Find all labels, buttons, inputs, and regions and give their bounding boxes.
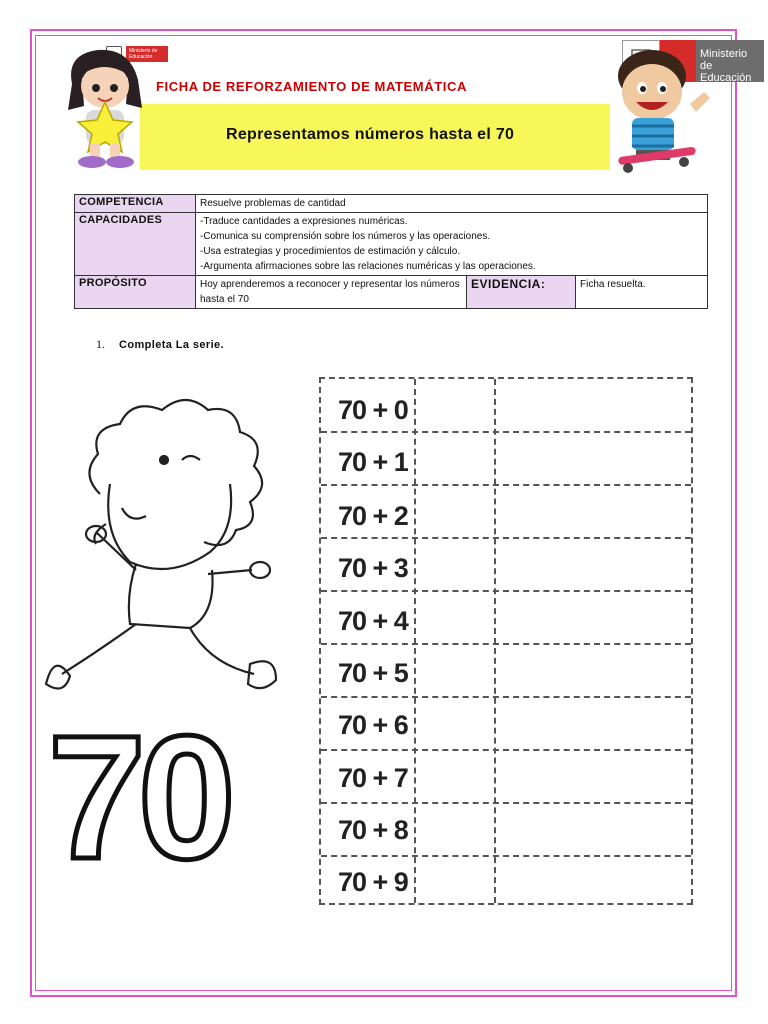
big-number-text: 70 [48,720,228,870]
series-item: 70 + 4 [338,606,408,636]
ministry-logo-small-text: Ministerio de Educación [126,46,168,62]
evidencia-label: EVIDENCIA: [467,276,576,309]
question-number: 1. [96,337,105,351]
grid-row-divider [321,643,691,645]
question-1 [96,337,224,352]
capacidades-label: CAPACIDADES [75,213,196,276]
series-item: 70 + 3 [338,553,408,583]
grid-row-divider [321,696,691,698]
series-item: 70 + 2 [338,501,408,531]
proposito-label: PROPÓSITO [75,276,196,309]
series-item: 70 + 7 [338,763,408,793]
series-item: 70 + 9 [338,867,408,897]
info-table [74,194,708,309]
boy-skateboard-illustration [606,46,716,176]
running-kid-illustration [40,384,310,724]
girl-star-illustration [58,44,152,170]
series-item: 70 + 1 [338,447,408,477]
series-item: 70 + 5 [338,658,408,688]
grid-col-divider [494,379,496,903]
evidencia-text: Ficha resuelta. [576,276,708,309]
grid-row-divider [321,590,691,592]
competencia-label: COMPETENCIA [75,195,196,213]
capacidad-item: -Argumenta afirmaciones sobre las relaciones numéricas y las operaciones. [200,261,536,272]
series-item: 70 + 0 [338,395,408,425]
capacidad-item: -Comunica su comprensión sobre los números y las operaciones. [200,231,491,242]
grid-row-divider [321,802,691,804]
lesson-title: Representamos números hasta el 70 [226,126,515,143]
ministry-logo-big-text: Ministerio de Educación [696,40,764,82]
grid-row-divider [321,431,691,433]
series-item: 70 + 6 [338,710,408,740]
competencia-text: Resuelve problemas de cantidad [196,195,708,213]
capacidad-item: -Traduce cantidades a expresiones numéricas. [200,216,408,227]
sheet-title: FICHA DE REFORZAMIENTO DE MATEMÁTICA [156,79,467,94]
series-item: 70 + 8 [338,815,408,845]
big-number-70 [44,720,304,870]
question-text: Completa La serie. [119,339,225,351]
grid-row-divider [321,484,691,486]
grid-row-divider [321,537,691,539]
grid-row-divider [321,855,691,857]
proposito-text: Hoy aprenderemos a reconocer y representar los números hasta el 70 [196,276,467,309]
capacidades-list [196,213,708,276]
grid-row-divider [321,749,691,751]
capacidad-item: -Usa estrategias y procedimientos de estimación y cálculo. [200,246,461,257]
